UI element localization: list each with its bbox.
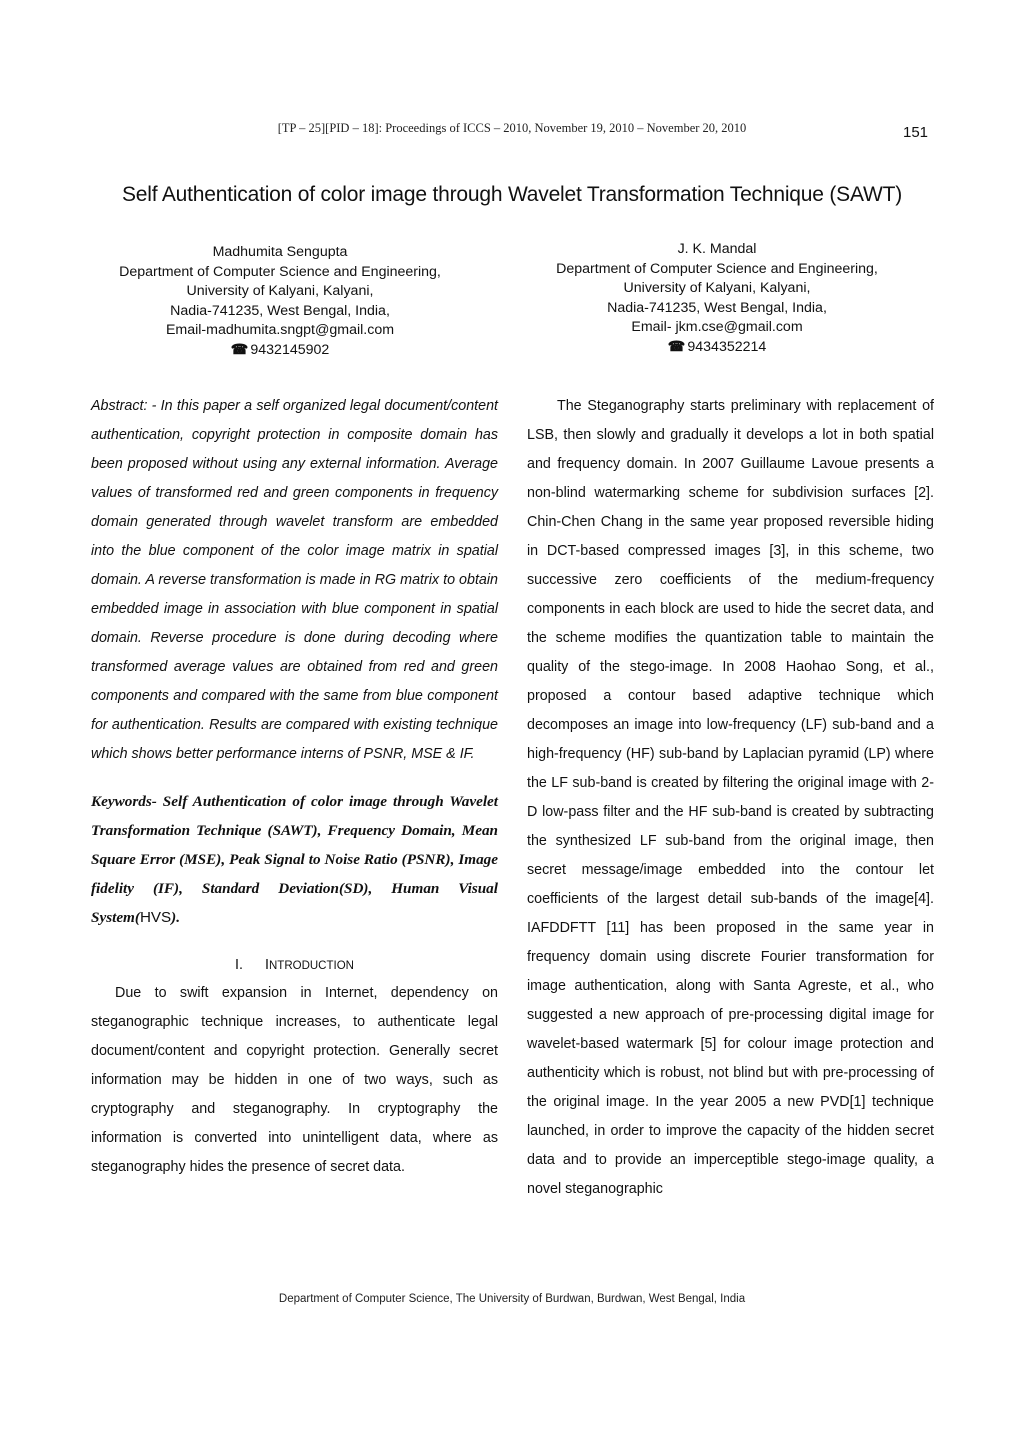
keywords bbox=[91, 787, 498, 932]
keywords-hvs: HVS bbox=[139, 909, 172, 926]
section-number: I. bbox=[235, 957, 243, 973]
author-location: Nadia-741235, West Bengal, India, bbox=[607, 299, 827, 316]
author-block-1 bbox=[60, 243, 500, 361]
author-name: Madhumita Sengupta bbox=[212, 244, 348, 260]
running-header: [TP – 25][PID – 18]: Proceedings of ICCS – 2010, November 19, 2010 – November 20, 2010 bbox=[277, 121, 747, 135]
author-email: Email- jkm.cse@gmail.com bbox=[631, 319, 803, 336]
author-email: Email-madhumita.sngpt@gmail.com bbox=[165, 322, 395, 339]
author-university: University of Kalyani, Kalyani, bbox=[186, 283, 374, 300]
author-phone-number: 9432145902 bbox=[250, 341, 330, 358]
right-column bbox=[527, 392, 934, 1204]
section-title-initial: I bbox=[265, 957, 269, 973]
phone-icon: ☎ bbox=[230, 341, 249, 358]
author-university: University of Kalyani, Kalyani, bbox=[623, 280, 811, 297]
keywords-end: ). bbox=[171, 909, 181, 926]
author-name: J. K. Mandal bbox=[677, 241, 757, 257]
author-phone-number: 9434352214 bbox=[687, 338, 767, 355]
keywords-text: Keywords- Self Authentication of color image through Wavelet Transformation Technique (SAWT), Frequency Domain, Mean Square Error (MSE), Peak Signal to Noise Ratio (PSNR), Image fidelity (IF), Standard Deviation(SD), Human Visual System( bbox=[91, 793, 498, 926]
body-paragraph: The Steganography starts preliminary with replacement of LSB, then slowly and gradually it develops a lot in both spatial and frequency domain. In 2007 Guillaume Lavoue presents a non-blind watermarking scheme for subdivision surfaces [2]. Chin-Chen Chang in the same year proposed reversible hiding in DCT-based compressed images [3], in this scheme, two successive zero coefficients of the medium-frequency components in each block are used to hide the secret data, and the scheme modifies the quantization table to maintain the quality of the stego-image. In 2008 Haohao Song, et al., proposed a contour based adaptive technique which decomposes an image into low-frequency (LF) sub-band and a high-frequency (HF) sub-band by Laplacian pyramid (LP) where the LF sub-band is created by filtering the original image with 2-D low-pass filter and the HF sub-band is created by subtracting the synthesized LF sub-band from the original image, then secret message/image embedded into the contour let coefficients of the largest detail sub-bands of the image[4]. IAFDDFTT [11] has been proposed in the same year in frequency domain using discrete Fourier transformation for image authentication, along with Santa Agreste, et al., who suggested a new approach of pre-processing digital image for wavelet-based watermark [5] for colour image protection and authenticity which is robust, not blind but with pre-processing of the original image. In the year 2005 a new PVD[1] technique launched, in order to improve the capacity of the hidden secret data and to provide an imperceptible stego-image quality, a novel steganographic bbox=[527, 398, 934, 1197]
author-phone bbox=[497, 338, 937, 358]
abstract: Abstract: - In this paper a self organized legal document/content authentication, copyright protection in composite domain has been proposed without using any external information. Average values of transformed red and green components in frequency domain generated through wavelet transform are embedded into the blue component of the color image matrix in spatial domain. A reverse transformation is made in RG matrix to obtain embedded image in association with blue component in spatial domain. Reverse procedure is done during decoding where transformed average values are obtained from red and green components and compared with the same from blue component for authentication. Results are compared with existing technique which shows better performance interns of PSNR, MSE & IF. bbox=[91, 398, 498, 762]
page-footer: Department of Computer Science, The University of Burdwan, Burdwan, West Bengal, India bbox=[278, 1293, 746, 1305]
page-number: 151 bbox=[903, 124, 929, 141]
section-title-rest: NTRODUCTION bbox=[268, 960, 354, 972]
section-heading-introduction bbox=[91, 952, 498, 979]
left-column bbox=[91, 392, 498, 1182]
author-department: Department of Computer Science and Engineering, bbox=[119, 263, 441, 280]
author-block-2 bbox=[497, 240, 937, 358]
paper-title: Self Authentication of color image through Wavelet Transformation Technique (SAWT) bbox=[121, 183, 903, 206]
phone-icon: ☎ bbox=[667, 338, 686, 355]
introduction-paragraph: Due to swift expansion in Internet, dependency on steganographic technique increases, to authenticate legal document/content and copyright protection. Generally secret information may be hidden in one of two ways, such as cryptography and steganography. In cryptography the information is converted into unintelligent data, where as steganography hides the presence of secret data. bbox=[91, 985, 498, 1175]
author-location: Nadia-741235, West Bengal, India, bbox=[170, 302, 390, 319]
author-phone bbox=[60, 341, 500, 361]
author-department: Department of Computer Science and Engineering, bbox=[556, 260, 878, 277]
